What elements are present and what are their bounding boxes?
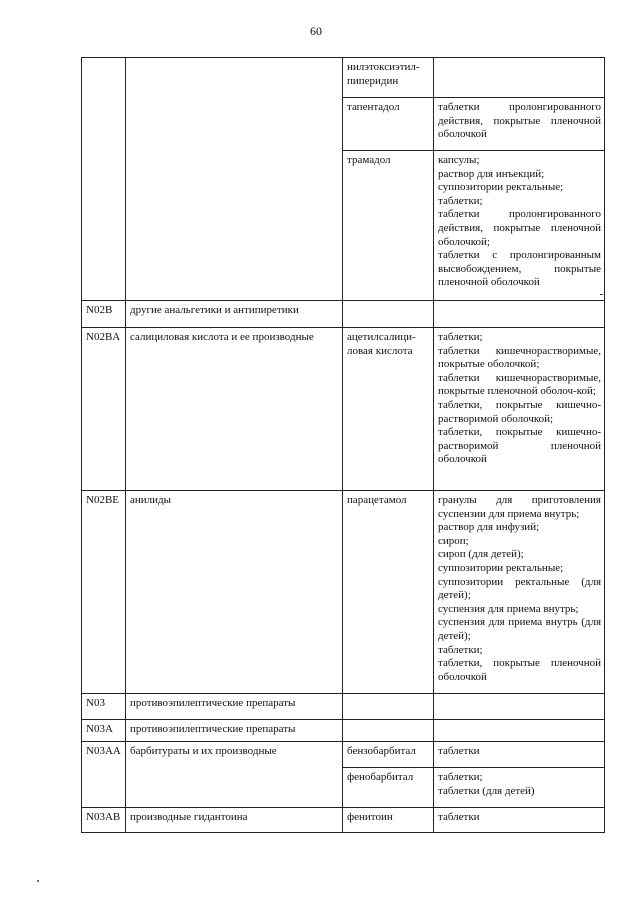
dosage-forms-cell bbox=[434, 808, 605, 833]
dosage-form: суспензия для приема внутрь (для детей); bbox=[438, 616, 601, 642]
atc-code-cell: N03A bbox=[82, 720, 126, 742]
atc-code-cell: N02B bbox=[82, 301, 126, 328]
dosage-form: капсулы; bbox=[438, 154, 480, 166]
drug-name-cell: трамадол bbox=[343, 151, 434, 301]
atc-name-cell: производные гидантоина bbox=[126, 808, 343, 833]
drug-name-cell bbox=[343, 694, 434, 720]
atc-code-cell: N03 bbox=[82, 694, 126, 720]
atc-code-cell: N03AB bbox=[82, 808, 126, 833]
drug-name-cell: тапентадол bbox=[343, 98, 434, 151]
dosage-forms-cell bbox=[434, 491, 605, 694]
dosage-form: суспензия для приема внутрь; bbox=[438, 602, 579, 615]
drug-name-cell: ацетилсалици- ловая кислота bbox=[343, 328, 434, 491]
dosage-forms-cell bbox=[434, 58, 605, 98]
dosage-form: суппозитории ректальные (для детей); bbox=[438, 575, 601, 602]
dosage-forms-cell bbox=[434, 98, 605, 151]
dosage-form: таблетки кишечнорастворимые, покрытые пленочной оболоч-кой; bbox=[438, 371, 601, 398]
dosage-forms-cell bbox=[434, 742, 605, 768]
drug-name-cell: фенитоин bbox=[343, 808, 434, 833]
atc-name-cell: анилиды bbox=[126, 491, 343, 694]
atc-code-cell: N03AA bbox=[82, 742, 126, 808]
table-row bbox=[82, 720, 605, 742]
dosage-forms-cell bbox=[434, 328, 605, 491]
dosage-form: таблетки; bbox=[438, 194, 483, 207]
table-row bbox=[82, 58, 605, 98]
dosage-form: таблетки, покрытые кишечно-растворимой оболочкой; bbox=[438, 398, 601, 425]
atc-name-cell: барбитураты и их производные bbox=[126, 742, 343, 808]
dosage-form: таблетки пролонгированного действия, покрытые пленочной оболочкой; bbox=[438, 208, 601, 248]
drug-name-cell: парацетамол bbox=[343, 491, 434, 694]
dosage-form: таблетки; bbox=[438, 331, 483, 343]
dosage-form: таблетки с пролонгированным высвобождением, покрытые пленочной оболочкой bbox=[438, 249, 601, 289]
atc-name-cell: другие анальгетики и антипиретики bbox=[126, 301, 343, 328]
drug-name-cell bbox=[343, 720, 434, 742]
dosage-form: раствор для инъекций; bbox=[438, 167, 545, 180]
atc-name-cell bbox=[126, 58, 343, 301]
scan-dot bbox=[37, 880, 39, 882]
atc-code-cell: N02BE bbox=[82, 491, 126, 694]
scan-mark bbox=[600, 294, 603, 295]
table-row bbox=[82, 808, 605, 833]
drug-name-cell: бензобарбитал bbox=[343, 742, 434, 768]
drug-name-cell: фенобарбитал bbox=[343, 768, 434, 808]
dosage-form: таблетки bbox=[438, 745, 480, 757]
atc-name-cell: противоэпилептические препараты bbox=[126, 720, 343, 742]
dosage-form: таблетки (для детей) bbox=[438, 784, 535, 797]
dosage-form: сироп (для детей); bbox=[438, 548, 524, 561]
dosage-form: таблетки, покрытые пленочной оболочкой bbox=[438, 657, 601, 683]
table-row bbox=[82, 694, 605, 720]
drug-name-cell bbox=[343, 301, 434, 328]
dosage-form: сироп; bbox=[438, 534, 469, 547]
page-number: 60 bbox=[310, 24, 322, 38]
table-row bbox=[82, 742, 605, 768]
dosage-form: таблетки bbox=[438, 811, 480, 823]
drug-name-cell: нилэтоксиэтил- пиперидин bbox=[343, 58, 434, 98]
dosage-forms-cell bbox=[434, 720, 605, 742]
atc-name-cell: салициловая кислота и ее производные bbox=[126, 328, 343, 491]
atc-code-cell: N02BA bbox=[82, 328, 126, 491]
atc-code-cell bbox=[82, 58, 126, 301]
medicines-table bbox=[81, 57, 605, 833]
atc-name-cell: противоэпилептические препараты bbox=[126, 694, 343, 720]
dosage-form: раствор для инфузий; bbox=[438, 521, 540, 534]
dosage-forms-cell bbox=[434, 301, 605, 328]
dosage-form: таблетки пролонгированного действия, покрытые пленочной оболочкой bbox=[438, 101, 601, 141]
table-row bbox=[82, 328, 605, 491]
dosage-forms-cell bbox=[434, 151, 605, 301]
dosage-forms-cell bbox=[434, 694, 605, 720]
dosage-forms-cell bbox=[434, 768, 605, 808]
dosage-form: таблетки, покрытые кишечно-растворимой пленочной оболочкой bbox=[438, 426, 601, 466]
dosage-form: таблетки; bbox=[438, 643, 483, 656]
table-row bbox=[82, 301, 605, 328]
dosage-form: суппозитории ректальные; bbox=[438, 561, 564, 574]
dosage-form: таблетки кишечнорастворимые, покрытые оболочкой; bbox=[438, 344, 601, 371]
dosage-form: гранулы для приготовления суспензии для приема внутрь; bbox=[438, 494, 601, 520]
dosage-form: таблетки; bbox=[438, 771, 483, 783]
table-row bbox=[82, 491, 605, 694]
dosage-form: суппозитории ректальные; bbox=[438, 181, 564, 194]
